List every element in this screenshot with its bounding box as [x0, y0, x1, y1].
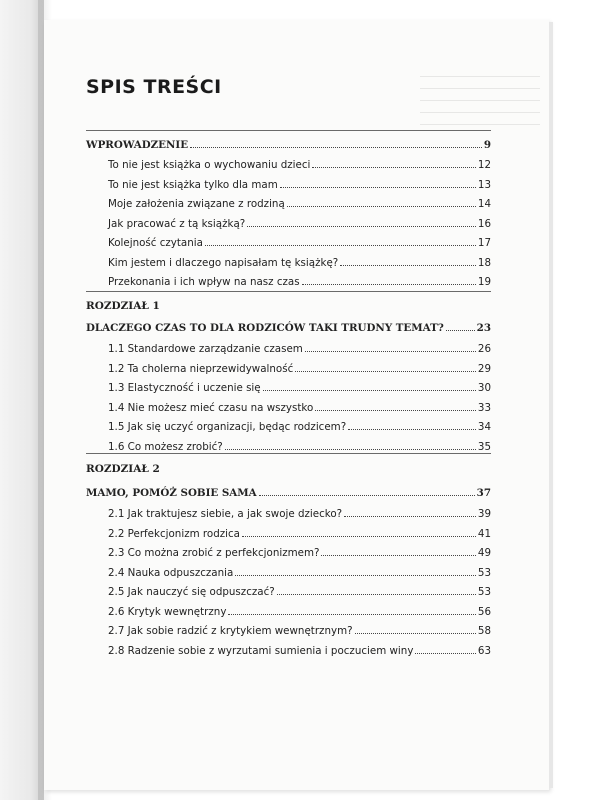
leader-dots [340, 265, 476, 266]
section-rule-intro [86, 130, 491, 131]
page-number: 35 [477, 440, 491, 453]
section-rule-chapter2 [86, 453, 491, 454]
leader-dots [247, 226, 476, 227]
leader-dots [280, 187, 476, 188]
page-number: 26 [477, 343, 491, 355]
page-number: 37 [476, 487, 491, 499]
page-number: 29 [477, 362, 491, 375]
page-number: 63 [477, 644, 491, 657]
page-number: 39 [477, 508, 491, 520]
page-number: 17 [477, 237, 491, 249]
toc-entry[interactable] [108, 586, 491, 598]
leader-dots [348, 429, 476, 430]
leader-dots [355, 633, 476, 634]
leader-dots [228, 614, 475, 615]
toc-entry-label: 2.8 Radzenie sobie z wyrzutami sumienia i poczuciem winy [108, 644, 414, 657]
page-stack-edge [549, 22, 553, 788]
leader-dots [295, 371, 476, 372]
leader-dots [205, 245, 476, 246]
page-number: 19 [477, 276, 491, 288]
chapter-2-label: ROZDZIAŁ 2 [86, 463, 160, 475]
page-number: 13 [477, 178, 491, 191]
leader-dots [259, 495, 475, 496]
toc-entry[interactable] [108, 402, 491, 414]
toc-entry-label: Moje założenia związane z rodziną [108, 198, 285, 210]
page-number: 14 [477, 198, 491, 210]
toc-entry[interactable] [108, 645, 491, 657]
toc-entry-label: Kolejność czytania [108, 237, 203, 249]
toc-entry-label: To nie jest książka tylko dla mam [108, 178, 278, 191]
toc-heading-label: WPROWADZENIE [86, 139, 189, 151]
toc-entry-label: Kim jestem i dlaczego napisałam tę książkę? [108, 256, 339, 269]
page-number: 41 [477, 527, 491, 540]
toc-heading-label: DLACZEGO CZAS TO DLA RODZICÓW TAKI TRUDNY TEMAT? [86, 322, 444, 334]
toc-heading-chapter1[interactable] [86, 322, 491, 334]
toc-entry[interactable] [108, 606, 491, 618]
toc-entry[interactable] [108, 363, 491, 375]
toc-entry[interactable] [108, 508, 491, 520]
toc-entry[interactable] [108, 237, 491, 249]
leader-dots [190, 147, 482, 148]
toc-heading-intro[interactable] [86, 139, 491, 151]
toc-entry[interactable] [108, 441, 491, 453]
leader-dots [242, 536, 476, 537]
toc-entry[interactable] [108, 625, 491, 637]
page-number: 12 [477, 159, 491, 171]
leader-dots [315, 410, 476, 411]
toc-entry-label: 1.5 Jak się uczyć organizacji, będąc rodzicem? [108, 421, 347, 433]
toc-entry-label: 2.2 Perfekcjonizm rodzica [108, 527, 240, 540]
toc-entry-label: To nie jest książka o wychowaniu dzieci [108, 159, 311, 171]
leader-dots [277, 594, 476, 595]
toc-entry[interactable] [108, 198, 491, 210]
toc-entry[interactable] [108, 276, 491, 288]
toc-entry-label: 1.4 Nie możesz mieć czasu na wszystko [108, 401, 314, 414]
page-number: 30 [477, 382, 491, 394]
toc-entry[interactable] [108, 159, 491, 171]
page-number: 23 [476, 322, 491, 334]
page-number: 56 [477, 605, 491, 618]
toc-heading-label: MAMO, POMÓŻ SOBIE SAMA [86, 487, 257, 499]
page-number: 33 [477, 401, 491, 414]
toc-entry-label: 2.3 Co można zrobić z perfekcjonizmem? [108, 547, 320, 559]
leader-dots [287, 206, 476, 207]
toc-entry-label: 2.7 Jak sobie radzić z krytykiem wewnętrznym? [108, 625, 353, 637]
toc-entry[interactable] [108, 257, 491, 269]
leader-dots [305, 351, 476, 352]
page-title: SPIS TREŚCI [86, 76, 222, 98]
toc-entry[interactable] [108, 343, 491, 355]
page-number: 9 [483, 139, 491, 151]
page-number: 49 [477, 547, 491, 559]
toc-entry-label: Przekonania i ich wpływ na nasz czas [108, 276, 300, 288]
page-number: 53 [477, 586, 491, 598]
page-number: 18 [477, 256, 491, 269]
toc-entry-label: 1.2 Ta cholerna nieprzewidywalność [108, 362, 294, 375]
bleed-through-text [420, 76, 540, 136]
toc-entry[interactable] [108, 179, 491, 191]
leader-dots [312, 167, 475, 168]
toc-entry-label: 1.1 Standardowe zarządzanie czasem [108, 343, 303, 355]
leader-dots [344, 516, 476, 517]
toc-entry-label: 1.3 Elastyczność i uczenie się [108, 382, 261, 394]
leader-dots [235, 575, 476, 576]
toc-entry-label: 2.6 Krytyk wewnętrzny [108, 605, 227, 618]
toc-entry[interactable] [108, 528, 491, 540]
leader-dots [302, 284, 476, 285]
leader-dots [225, 449, 476, 450]
toc-heading-chapter2[interactable] [86, 487, 491, 499]
toc-entry[interactable] [108, 421, 491, 433]
page-number: 58 [477, 625, 491, 637]
toc-entry[interactable] [108, 547, 491, 559]
leader-dots [415, 653, 475, 654]
page-number: 53 [477, 566, 491, 579]
toc-entry[interactable] [108, 382, 491, 394]
toc-entry-label: 2.4 Nauka odpuszczania [108, 566, 234, 579]
toc-entry[interactable] [108, 218, 491, 230]
leader-dots [263, 390, 476, 391]
section-rule-chapter1 [86, 291, 491, 292]
page-number: 16 [477, 217, 491, 230]
toc-entry-label: 2.5 Jak nauczyć się odpuszczać? [108, 586, 275, 598]
toc-entry-label: 1.6 Co możesz zrobić? [108, 440, 223, 453]
chapter-1-label: ROZDZIAŁ 1 [86, 300, 160, 312]
toc-entry-label: 2.1 Jak traktujesz siebie, a jak swoje dziecko? [108, 508, 343, 520]
page-number: 34 [477, 421, 491, 433]
leader-dots [321, 555, 475, 556]
leader-dots [446, 330, 475, 331]
toc-entry-label: Jak pracować z tą książką? [108, 217, 246, 230]
toc-entry[interactable] [108, 567, 491, 579]
